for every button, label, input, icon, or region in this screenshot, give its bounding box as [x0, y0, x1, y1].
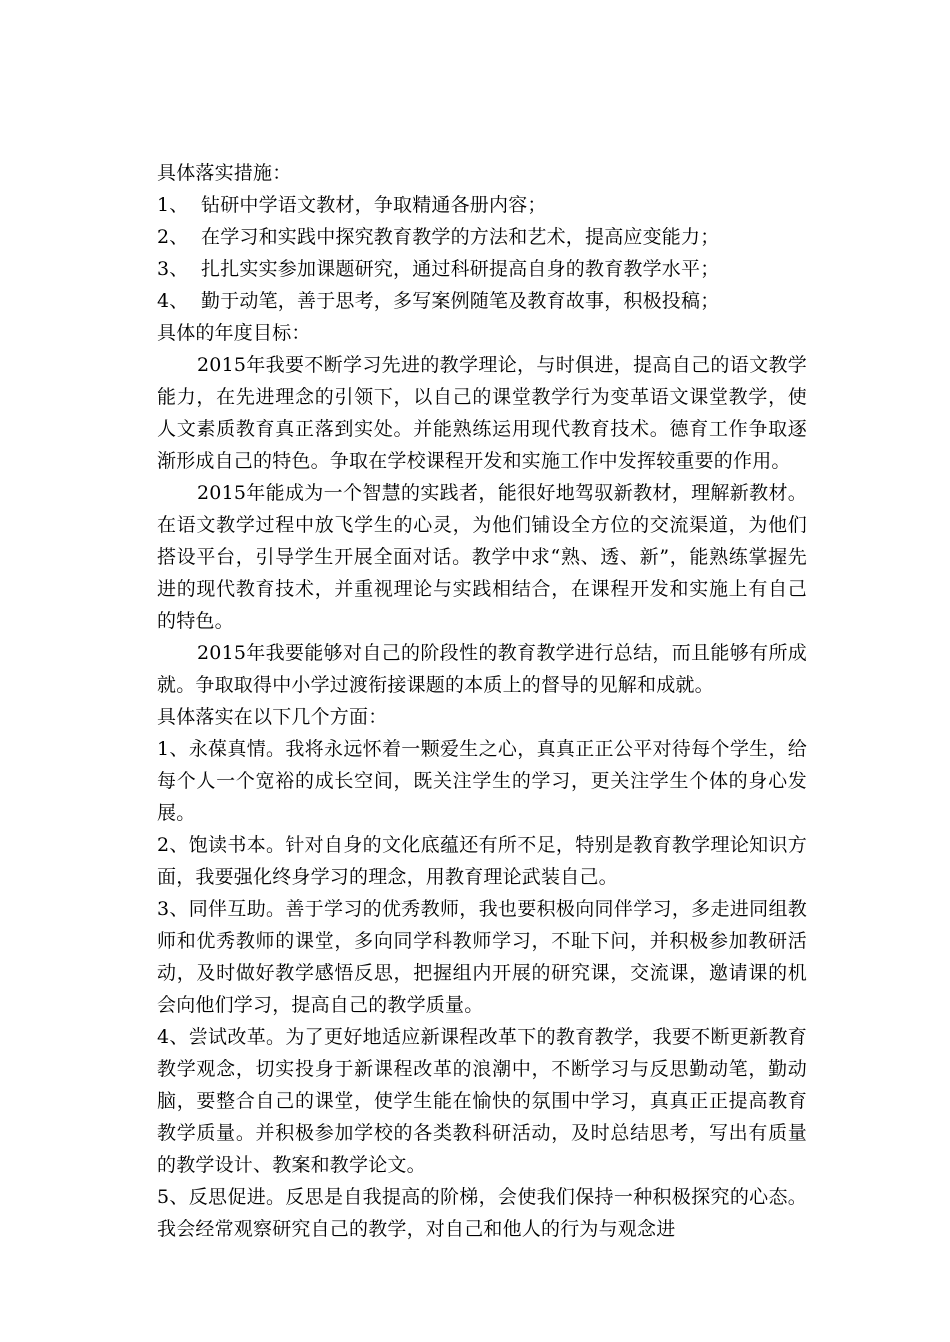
measure-item: [157, 221, 807, 253]
measure-item: [157, 285, 807, 317]
measure-number: 4、: [157, 290, 189, 312]
aspect-paragraph-3: 3、同伴互助。善于学习的优秀教师，我也要积极向同伴学习，多走进同组教师和优秀教师的课堂，多向同学科教师学习，不耻下问，并积极参加教研活动，及时做好教学感悟反思，把握组内开展的研究课，交流课，邀请课的机会向他们学习，提高自己的教学质量。: [157, 898, 807, 1016]
aspect-paragraph-4: 4、尝试改革。为了更好地适应新课程改革下的教育教学，我要不断更新教育教学观念，切实投身于新课程改革的浪潮中，不断学习与反思勤动笔，勤动脑，要整合自己的课堂，使学生能在愉快的氛围中学习，真真正正提高教育教学质量。并积极参加学校的各类教科研活动，及时总结思考，写出有质量的教学设计、教案和教学论文。: [157, 1026, 807, 1176]
measure-text: 钻研中学语文教材，争取精通各册内容；: [201, 194, 547, 216]
aspect-paragraph-5: 5、反思促进。反思是自我提高的阶梯，会使我们保持一种积极探究的心态。我会经常观察研究自己的教学，对自己和他人的行为与观念进: [157, 1186, 807, 1240]
measure-text: 勤于动笔，善于思考，多写案例随笔及教育故事，积极投稿；: [201, 290, 720, 312]
measure-number: 2、: [157, 226, 189, 248]
aspect-paragraph-2: 2、饱读书本。针对自身的文化底蕴还有所不足，特别是教育教学理论知识方面，我要强化终身学习的理念，用教育理论武装自己。: [157, 834, 807, 888]
aspects-heading: 具体落实在以下几个方面：: [157, 706, 388, 728]
measure-text: 扎扎实实参加课题研究，通过科研提高自身的教育教学水平；: [201, 258, 720, 280]
measure-number: 1、: [157, 194, 189, 216]
measure-text: 在学习和实践中探究教育教学的方法和艺术，提高应变能力；: [201, 226, 720, 248]
measure-number: 3、: [157, 258, 189, 280]
document-body: [157, 157, 807, 1245]
goal-paragraph-2: 2015年能成为一个智慧的实践者，能很好地驾驭新教材，理解新教材。在语文教学过程中放飞学生的心灵，为他们铺设全方位的交流渠道，为他们搭设平台，引导学生开展全面对话。教学中求“熟、透、新”，能熟练掌握先进的现代教育技术，并重视理论与实践相结合，在课程开发和实施上有自己的特色。: [157, 482, 807, 632]
goal-paragraph-3: 2015年我要能够对自己的阶段性的教育教学进行总结，而且能够有所成就。争取取得中小学过渡衔接课题的本质上的督导的见解和成就。: [157, 642, 807, 696]
goal-paragraph-1: 2015年我要不断学习先进的教学理论，与时俱进，提高自己的语文教学能力，在先进理念的引领下，以自己的课堂教学行为变革语文课堂教学，使人文素质教育真正落到实处。并能熟练运用现代教育技术。德育工作争取逐渐形成自己的特色。争取在学校课程开发和实施工作中发挥较重要的作用。: [157, 354, 807, 472]
annual-goals-heading: 具体的年度目标：: [157, 322, 311, 344]
measure-item: [157, 189, 807, 221]
measures-heading: 具体落实措施：: [157, 162, 292, 184]
aspect-paragraph-1: 1、永葆真情。我将永远怀着一颗爱生之心，真真正正公平对待每个学生，给每个人一个宽裕的成长空间，既关注学生的学习，更关注学生个体的身心发展。: [157, 738, 807, 824]
measure-item: [157, 253, 807, 285]
